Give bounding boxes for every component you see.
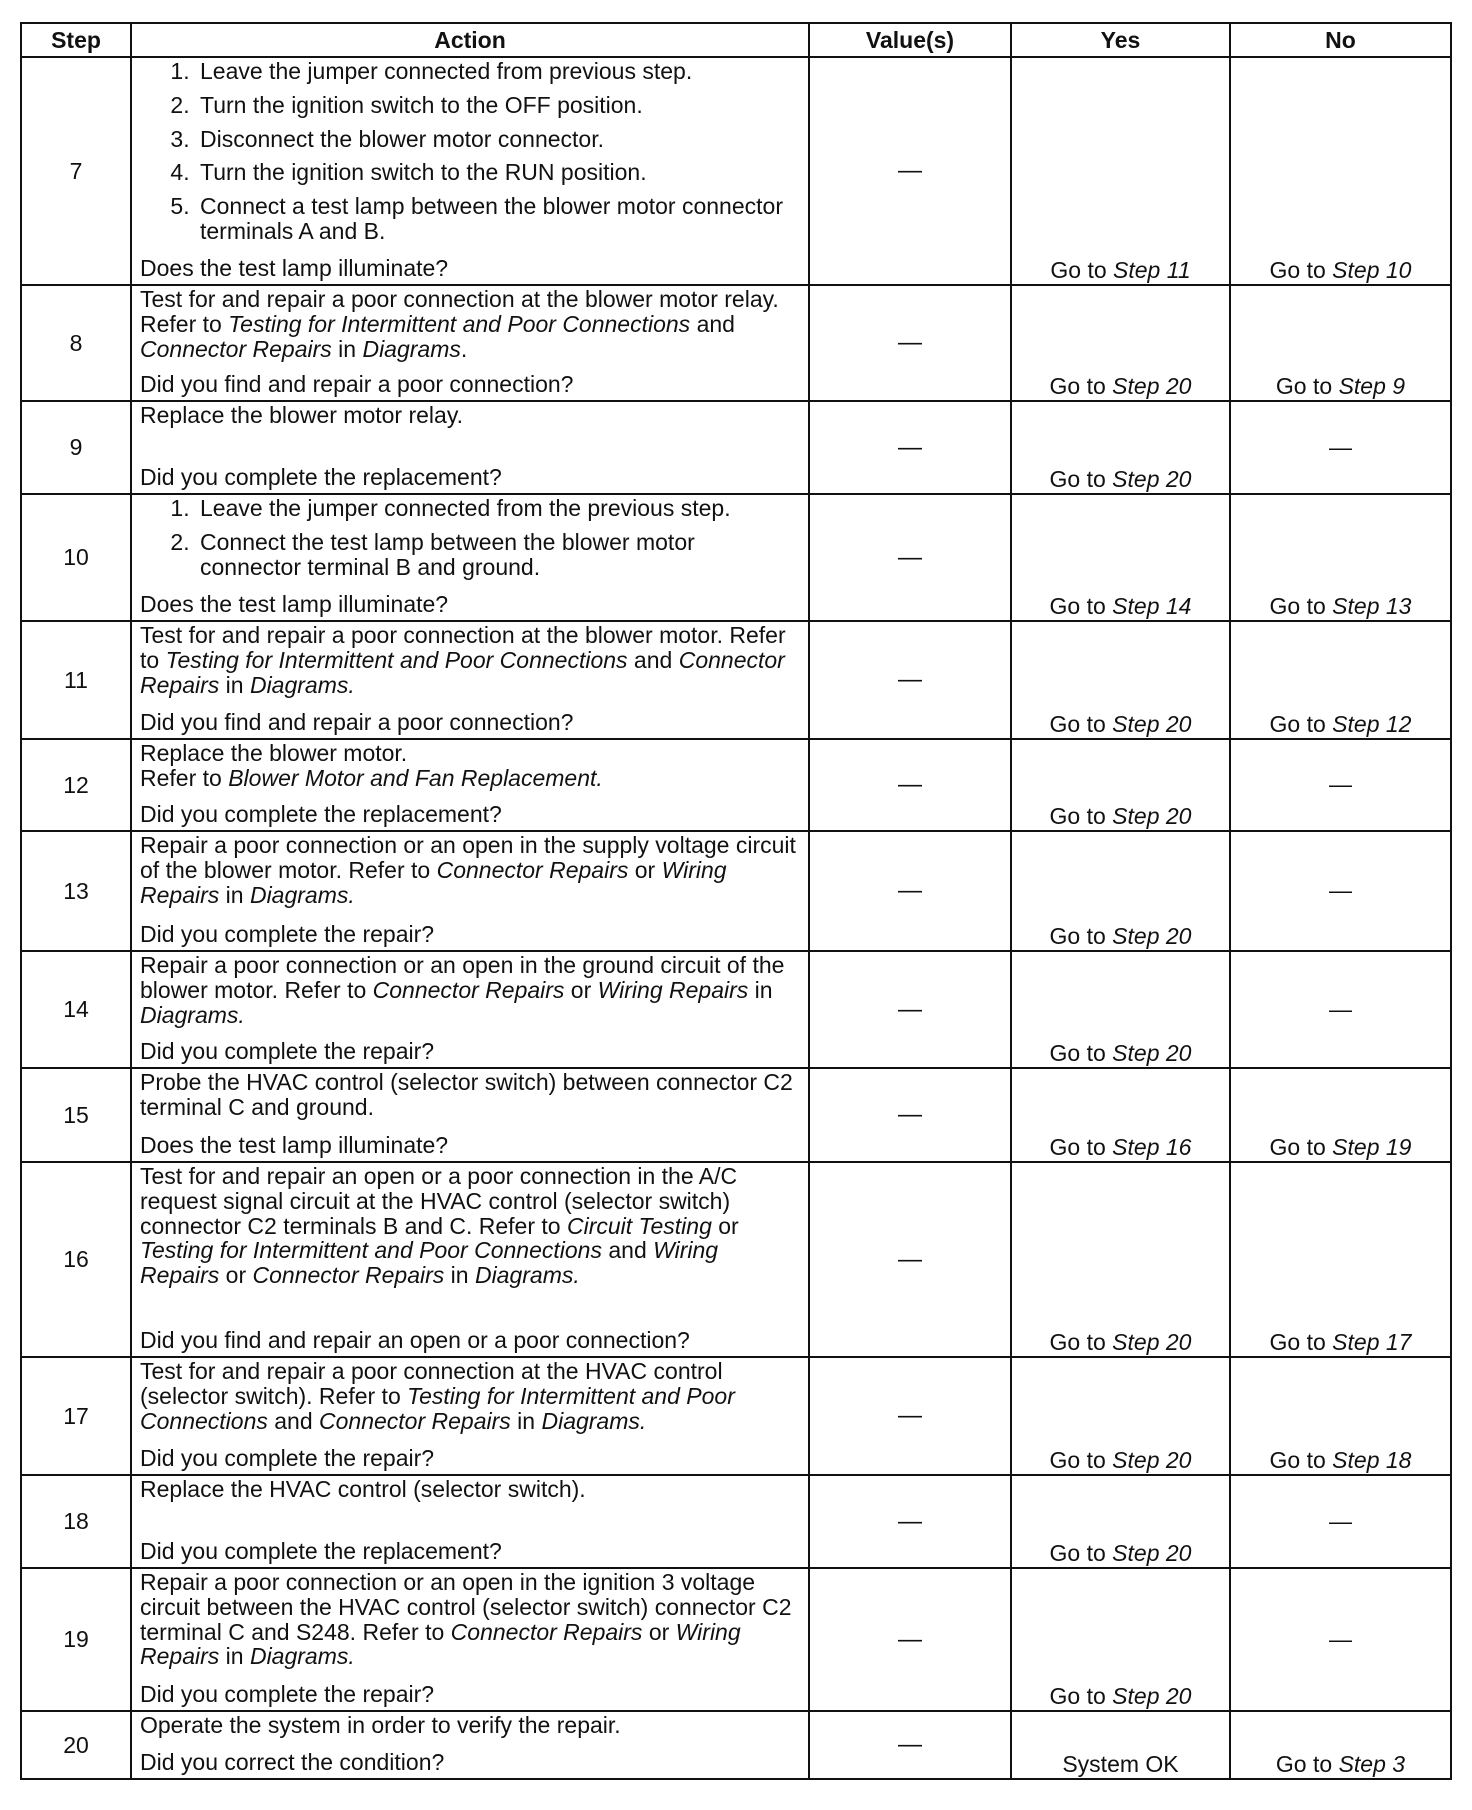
- step-number: 14: [21, 951, 131, 1068]
- instruction-text: Operate the system in order to verify the repair.: [140, 1712, 621, 1738]
- instruction-text: Replace the blower motor relay.: [140, 402, 463, 428]
- no-goto-step: Step 9: [1338, 373, 1406, 400]
- action-question: Does the test lamp illuminate?: [140, 255, 449, 282]
- reference-title: Diagrams: [362, 335, 461, 362]
- reference-title: Connector Repairs: [140, 646, 785, 698]
- action-content: [140, 1164, 802, 1353]
- no-cell: [1230, 1568, 1451, 1711]
- action-content: [140, 287, 802, 397]
- reference-title: Diagrams.: [249, 881, 355, 908]
- value-cell: —: [809, 285, 1011, 401]
- action-instruction: [140, 1713, 802, 1738]
- instruction-text: in: [331, 335, 363, 362]
- action-question: Did you find and repair an open or a poor connection?: [140, 1327, 690, 1354]
- table-row: [21, 285, 1451, 401]
- instruction-text: in: [219, 881, 250, 908]
- yes-goto-step: Step 20: [1112, 1683, 1192, 1710]
- instruction-text: Repair a poor connection or an open in the supply voltage circuit of the blower motor. Refer to: [140, 832, 796, 883]
- table-row: [21, 1711, 1451, 1779]
- action-steps: [140, 496, 802, 588]
- instruction-text: or: [711, 1212, 739, 1239]
- action-question: Did you complete the replacement?: [140, 801, 502, 828]
- action-instruction: [140, 1477, 802, 1502]
- yes-goto-step: Step 11: [1113, 257, 1191, 284]
- header-action: Action: [131, 23, 809, 57]
- header-values: Value(s): [809, 23, 1011, 57]
- no-cell: [1230, 494, 1451, 621]
- action-question: Did you complete the replacement?: [140, 464, 502, 491]
- action-cell: [131, 1475, 809, 1568]
- no-goto-label: Go to: [1269, 1329, 1333, 1356]
- instruction-text: and: [601, 1237, 654, 1264]
- yes-goto-step: Step 20: [1112, 466, 1192, 493]
- no-goto-step: Step 19: [1332, 1134, 1412, 1161]
- no-dash: —: [1329, 771, 1352, 798]
- action-cell: [131, 285, 809, 401]
- action-cell: [131, 1711, 809, 1779]
- instruction-text: and: [690, 310, 735, 337]
- instruction-text: Repair a poor connection or an open in the ignition 3 voltage circuit between the HVAC control (selector switch) connector C2 terminal C and S248. Refer to: [140, 1569, 792, 1645]
- no-goto-step: Step 3: [1338, 1751, 1406, 1778]
- no-goto-label: Go to: [1269, 1134, 1333, 1161]
- no-cell: [1230, 1162, 1451, 1357]
- instruction-text: or: [642, 1618, 676, 1645]
- table-row: [21, 1357, 1451, 1475]
- instruction-text: and: [267, 1407, 320, 1434]
- table-row: [21, 831, 1451, 951]
- table-row: [21, 494, 1451, 621]
- yes-goto-step: Step 14: [1112, 593, 1192, 620]
- action-steps: [140, 59, 802, 253]
- yes-goto-label: Go to: [1049, 593, 1113, 620]
- table-body: [21, 57, 1451, 1779]
- no-cell: [1230, 57, 1451, 285]
- reference-title: Connector Repairs: [140, 335, 332, 362]
- yes-result: System OK: [1062, 1751, 1179, 1778]
- yes-goto-label: Go to: [1049, 373, 1113, 400]
- instruction-text: in: [510, 1407, 542, 1434]
- action-step-item: 2. Connect the test lamp between the blower motor connector terminal B and ground.: [196, 530, 802, 580]
- reference-title: Wiring Repairs: [597, 976, 749, 1003]
- action-question: Did you correct the condition?: [140, 1749, 445, 1776]
- yes-goto-step: Step 20: [1112, 1540, 1192, 1567]
- instruction-text: Test for and repair a poor connection at the blower motor. Refer to: [140, 622, 786, 673]
- step-number: 10: [21, 494, 131, 621]
- yes-goto-label: Go to: [1049, 923, 1113, 950]
- action-cell: [131, 739, 809, 831]
- value-cell: —: [809, 57, 1011, 285]
- reference-title: Diagrams.: [249, 1643, 355, 1670]
- no-dash: —: [1329, 995, 1352, 1022]
- no-dash: —: [1329, 877, 1352, 904]
- action-content: [140, 496, 802, 617]
- yes-cell: [1011, 1475, 1230, 1568]
- action-cell: [131, 831, 809, 951]
- action-cell: [131, 621, 809, 739]
- no-goto-step: Step 17: [1332, 1329, 1412, 1356]
- action-content: [140, 833, 802, 947]
- no-cell: [1230, 401, 1451, 494]
- table-row: [21, 57, 1451, 285]
- action-content: [140, 403, 802, 490]
- value-cell: —: [809, 621, 1011, 739]
- reference-title: Circuit Testing: [566, 1212, 712, 1239]
- reference-title: Connector Repairs: [436, 856, 629, 883]
- instruction-text: Test for and repair a poor connection at the blower motor relay. Refer to: [140, 286, 779, 337]
- yes-cell: [1011, 1068, 1230, 1162]
- step-number: 17: [21, 1357, 131, 1475]
- no-goto-label: Go to: [1275, 373, 1339, 400]
- yes-goto-label: Go to: [1049, 1329, 1113, 1356]
- action-content: [140, 1070, 802, 1158]
- yes-goto-step: Step 20: [1112, 923, 1192, 950]
- table-row: [21, 1162, 1451, 1357]
- value-cell: —: [809, 831, 1011, 951]
- no-goto-step: Step 12: [1332, 711, 1412, 738]
- action-content: [140, 1477, 802, 1564]
- no-cell: [1230, 285, 1451, 401]
- yes-goto-label: Go to: [1049, 803, 1113, 830]
- no-goto-label: Go to: [1269, 1447, 1333, 1474]
- action-question: Did you complete the replacement?: [140, 1538, 502, 1565]
- no-cell: [1230, 831, 1451, 951]
- no-cell: [1230, 951, 1451, 1068]
- no-goto-step: Step 18: [1332, 1447, 1412, 1474]
- action-content: [140, 953, 802, 1064]
- step-number: 18: [21, 1475, 131, 1568]
- action-step-item: 3. Disconnect the blower motor connector.: [196, 127, 802, 152]
- yes-goto-step: Step 20: [1112, 373, 1192, 400]
- step-number: 7: [21, 57, 131, 285]
- action-instruction: [140, 833, 802, 907]
- no-dash: —: [1329, 433, 1352, 460]
- instruction-text: or: [564, 976, 598, 1003]
- yes-goto-label: Go to: [1049, 1540, 1113, 1567]
- reference-title: Connector Repairs: [252, 1262, 445, 1289]
- action-instruction: [140, 287, 802, 361]
- action-instruction: [140, 403, 802, 428]
- no-cell: [1230, 739, 1451, 831]
- value-cell: —: [809, 1357, 1011, 1475]
- yes-goto-label: Go to: [1049, 1040, 1113, 1067]
- step-number: 15: [21, 1068, 131, 1162]
- table-row: [21, 1568, 1451, 1711]
- table-row: [21, 401, 1451, 494]
- action-cell: [131, 1068, 809, 1162]
- instruction-text: in: [219, 671, 250, 698]
- yes-cell: [1011, 57, 1230, 285]
- value-cell: —: [809, 494, 1011, 621]
- instruction-text: in: [748, 976, 773, 1003]
- action-cell: [131, 1357, 809, 1475]
- instruction-text: Test for and repair a poor connection at the HVAC control (selector switch). Refer to: [140, 1358, 723, 1409]
- yes-goto-label: Go to: [1049, 466, 1113, 493]
- table-row: [21, 951, 1451, 1068]
- instruction-text: in: [219, 1643, 250, 1670]
- value-cell: —: [809, 1568, 1011, 1711]
- table-row: [21, 1068, 1451, 1162]
- yes-cell: [1011, 401, 1230, 494]
- instruction-text: Probe the HVAC control (selector switch) between connector C2 terminal C and ground.: [140, 1069, 793, 1120]
- yes-cell: [1011, 285, 1230, 401]
- action-question: Did you find and repair a poor connection?: [140, 371, 574, 398]
- action-content: [140, 1570, 802, 1707]
- no-cell: [1230, 1711, 1451, 1779]
- action-content: [140, 741, 802, 827]
- step-number: 9: [21, 401, 131, 494]
- no-goto-label: Go to: [1269, 711, 1333, 738]
- reference-title: Blower Motor and Fan Replacement.: [228, 764, 603, 791]
- yes-cell: [1011, 1357, 1230, 1475]
- action-cell: [131, 401, 809, 494]
- action-instruction: [140, 1570, 802, 1669]
- action-instruction: [140, 1359, 802, 1433]
- action-cell: [131, 494, 809, 621]
- instruction-text: Refer to: [140, 764, 229, 791]
- yes-goto-label: Go to: [1050, 257, 1114, 284]
- reference-title: Diagrams.: [474, 1262, 580, 1289]
- table-row: [21, 621, 1451, 739]
- instruction-text: Replace the HVAC control (selector switch).: [140, 1476, 586, 1502]
- action-instruction: [140, 953, 802, 1027]
- no-dash: —: [1329, 1625, 1352, 1652]
- value-cell: —: [809, 1475, 1011, 1568]
- action-instruction: [140, 1070, 802, 1120]
- action-step-item: 1. Leave the jumper connected from previous step.: [196, 59, 802, 84]
- no-goto-step: Step 13: [1332, 593, 1412, 620]
- instruction-text: Test for and repair an open or a poor connection in the A/C request signal circuit at the HVAC control (selector switch) connector C2 terminals B and C. Refer to: [140, 1163, 738, 1239]
- instruction-text: or: [628, 856, 662, 883]
- yes-cell: [1011, 739, 1230, 831]
- reference-title: Connector Repairs: [319, 1407, 511, 1434]
- yes-goto-step: Step 20: [1112, 1040, 1192, 1067]
- action-step-item: 2. Turn the ignition switch to the OFF position.: [196, 93, 802, 118]
- action-content: [140, 623, 802, 735]
- value-cell: —: [809, 1068, 1011, 1162]
- reference-title: Wiring Repairs: [140, 856, 727, 908]
- value-cell: —: [809, 951, 1011, 1068]
- yes-goto-label: Go to: [1049, 1447, 1113, 1474]
- no-cell: [1230, 1357, 1451, 1475]
- reference-title: Diagrams.: [541, 1407, 647, 1434]
- yes-goto-step: Step 20: [1112, 1329, 1192, 1356]
- action-instruction: [140, 623, 802, 697]
- instruction-text: or: [219, 1262, 253, 1289]
- instruction-text: .: [460, 335, 468, 362]
- action-cell: [131, 57, 809, 285]
- yes-goto-step: Step 20: [1112, 1447, 1192, 1474]
- yes-goto-label: Go to: [1049, 1683, 1113, 1710]
- instruction-text: in: [444, 1262, 475, 1289]
- value-cell: —: [809, 739, 1011, 831]
- step-number: 16: [21, 1162, 131, 1357]
- no-goto-label: Go to: [1269, 593, 1333, 620]
- action-instruction: [140, 1164, 802, 1288]
- yes-cell: [1011, 1568, 1230, 1711]
- reference-title: Connector Repairs: [372, 976, 565, 1003]
- no-dash: —: [1329, 1507, 1352, 1534]
- step-number: 13: [21, 831, 131, 951]
- yes-goto-label: Go to: [1049, 1134, 1113, 1161]
- no-cell: [1230, 621, 1451, 739]
- no-cell: [1230, 1475, 1451, 1568]
- action-question: Did you complete the repair?: [140, 1038, 435, 1065]
- header-step: Step: [21, 23, 131, 57]
- action-step-item: 4. Turn the ignition switch to the RUN position.: [196, 160, 802, 185]
- action-question: Does the test lamp illuminate?: [140, 1132, 449, 1159]
- instruction-text: and: [627, 646, 679, 673]
- no-goto-step: Step 10: [1332, 257, 1412, 284]
- header-yes: Yes: [1011, 23, 1230, 57]
- reference-title: Testing for Intermittent and Poor Connections: [140, 1237, 602, 1264]
- table-row: [21, 1475, 1451, 1568]
- reference-title: Wiring Repairs: [140, 1237, 719, 1289]
- action-question: Does the test lamp illuminate?: [140, 591, 449, 618]
- yes-cell: [1011, 831, 1230, 951]
- step-number: 12: [21, 739, 131, 831]
- action-content: [140, 1359, 802, 1471]
- action-step-item: 1. Leave the jumper connected from the previous step.: [196, 496, 802, 521]
- yes-cell: [1011, 621, 1230, 739]
- yes-goto-step: Step 16: [1112, 1134, 1192, 1161]
- action-cell: [131, 951, 809, 1068]
- header-row: [21, 23, 1451, 57]
- reference-title: Diagrams.: [140, 1001, 245, 1028]
- no-cell: [1230, 1068, 1451, 1162]
- yes-cell: [1011, 1162, 1230, 1357]
- reference-title: Connector Repairs: [450, 1618, 643, 1645]
- step-number: 8: [21, 285, 131, 401]
- value-cell: —: [809, 401, 1011, 494]
- reference-title: Testing for Intermittent and Poor Connections: [165, 646, 628, 673]
- reference-title: Wiring Repairs: [140, 1618, 741, 1670]
- reference-title: Testing for Intermittent and Poor Connections: [228, 310, 691, 337]
- reference-title: Diagrams.: [249, 671, 355, 698]
- diagnostic-table: [20, 22, 1452, 1780]
- yes-cell: [1011, 1711, 1230, 1779]
- step-number: 20: [21, 1711, 131, 1779]
- yes-goto-label: Go to: [1049, 711, 1113, 738]
- yes-cell: [1011, 494, 1230, 621]
- value-cell: —: [809, 1711, 1011, 1779]
- step-number: 11: [21, 621, 131, 739]
- action-content: [140, 1713, 802, 1775]
- instruction-text: Replace the blower motor.: [140, 740, 408, 766]
- yes-cell: [1011, 951, 1230, 1068]
- action-cell: [131, 1568, 809, 1711]
- yes-goto-step: Step 20: [1112, 803, 1192, 830]
- action-cell: [131, 1162, 809, 1357]
- step-number: 19: [21, 1568, 131, 1711]
- table-row: [21, 739, 1451, 831]
- no-goto-label: Go to: [1275, 1751, 1339, 1778]
- action-question: Did you complete the repair?: [140, 1681, 435, 1708]
- action-content: [140, 59, 802, 281]
- instruction-text: Repair a poor connection or an open in the ground circuit of the blower motor. Refer to: [140, 952, 785, 1003]
- reference-title: Testing for Intermittent and Poor Connections: [140, 1382, 735, 1434]
- yes-goto-step: Step 20: [1112, 711, 1192, 738]
- action-instruction: [140, 741, 802, 791]
- action-step-item: 5. Connect a test lamp between the blower motor connector terminals A and B.: [196, 194, 802, 244]
- action-question: Did you find and repair a poor connection?: [140, 709, 574, 736]
- action-question: Did you complete the repair?: [140, 1445, 435, 1472]
- value-cell: —: [809, 1162, 1011, 1357]
- no-goto-label: Go to: [1269, 257, 1333, 284]
- header-no: No: [1230, 23, 1451, 57]
- action-question: Did you complete the repair?: [140, 921, 435, 948]
